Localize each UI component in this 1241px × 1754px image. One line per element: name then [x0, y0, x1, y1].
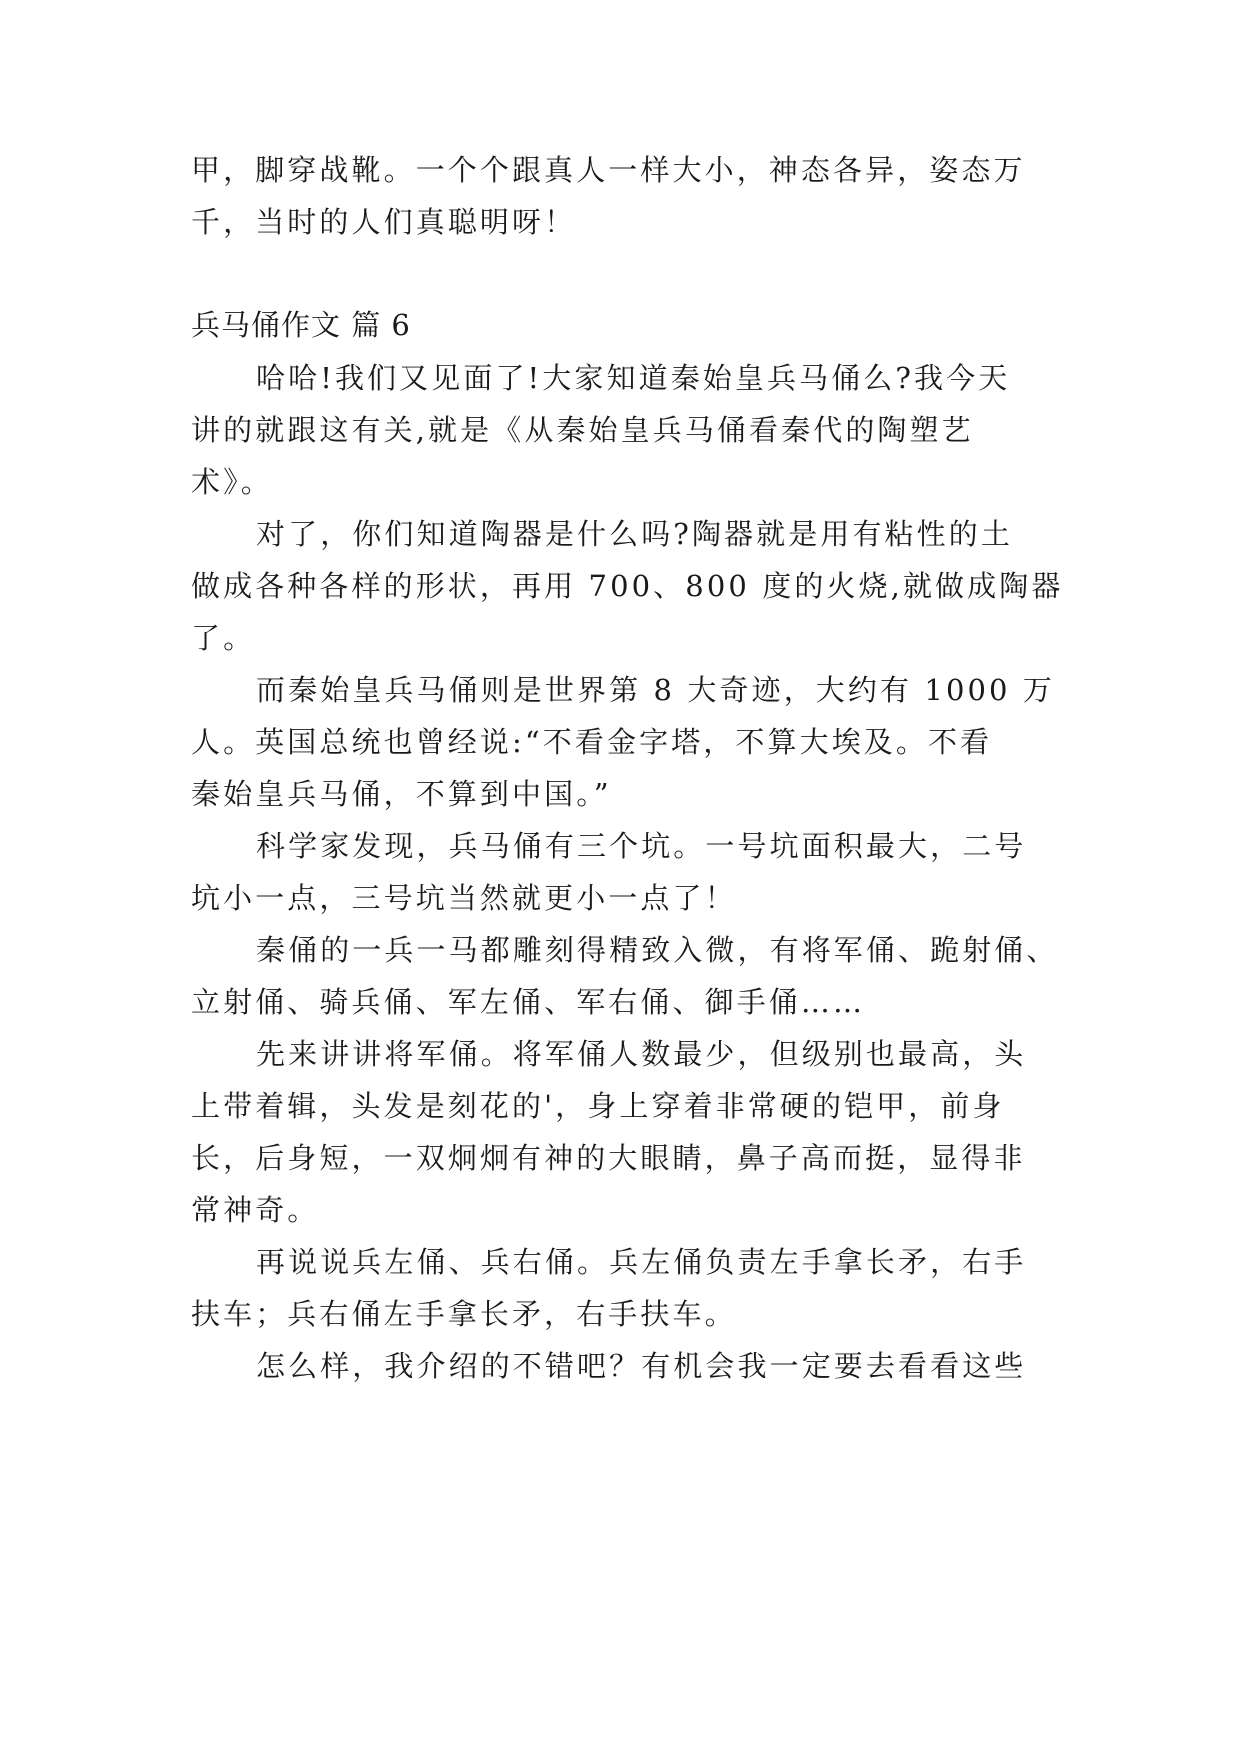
paragraph-line: 对了，你们知道陶器是什么吗?陶器就是用有粘性的土	[256, 517, 1013, 551]
section-heading: 兵马俑作文 篇 6	[191, 308, 411, 342]
paragraph-line: 扶车；兵右俑左手拿长矛，右手扶车。	[191, 1297, 737, 1331]
paragraph-line: 上带着辑，头发是刻花的'，身上穿着非常硬的铠甲，前身	[191, 1089, 1005, 1123]
paragraph-line: 哈哈!我们又见面了!大家知道秦始皇兵马俑么?我今天	[256, 361, 1011, 395]
paragraph-line: 人。英国总统也曾经说:“不看金字塔，不算大埃及。不看	[191, 725, 993, 759]
paragraph-line: 先来讲讲将军俑。将军俑人数最少，但级别也最高，头	[256, 1037, 1027, 1071]
paragraph-line: 秦俑的一兵一马都雕刻得精致入微，有将军俑、跪射俑、	[256, 933, 1059, 967]
paragraph-line: 长，后身短，一双炯炯有神的大眼睛，鼻子高而挺，显得非	[191, 1141, 1026, 1175]
paragraph-line: 怎么样，我介绍的不错吧？有机会我一定要去看看这些	[256, 1349, 1027, 1383]
paragraph-line: 坑小一点，三号坑当然就更小一点了！	[191, 881, 737, 915]
paragraph-line: 再说说兵左俑、兵右俑。兵左俑负责左手拿长矛，右手	[256, 1245, 1027, 1279]
paragraph-line: 秦始皇兵马俑，不算到中国。”	[191, 777, 612, 811]
paragraph-line: 千，当时的人们真聪明呀！	[191, 205, 577, 239]
paragraph-line: 而秦始皇兵马俑则是世界第 8 大奇迹，大约有 1000 万	[256, 673, 1056, 707]
paragraph-line: 科学家发现，兵马俑有三个坑。一号坑面积最大，二号	[256, 829, 1027, 863]
paragraph-line: 做成各种各样的形状，再用 700、800 度的火烧,就做成陶器	[191, 569, 1064, 603]
paragraph-line: 术》。	[191, 465, 273, 499]
paragraph-line: 讲的就跟这有关,就是《从秦始皇兵马俑看秦代的陶塑艺	[191, 413, 974, 447]
paragraph-line: 了。	[191, 621, 256, 655]
paragraph-line: 立射俑、骑兵俑、军左俑、军右俑、御手俑……	[191, 985, 866, 1019]
paragraph-line: 甲，脚穿战靴。一个个跟真人一样大小，神态各异，姿态万	[191, 153, 1026, 187]
paragraph-line: 常神奇。	[191, 1193, 320, 1227]
